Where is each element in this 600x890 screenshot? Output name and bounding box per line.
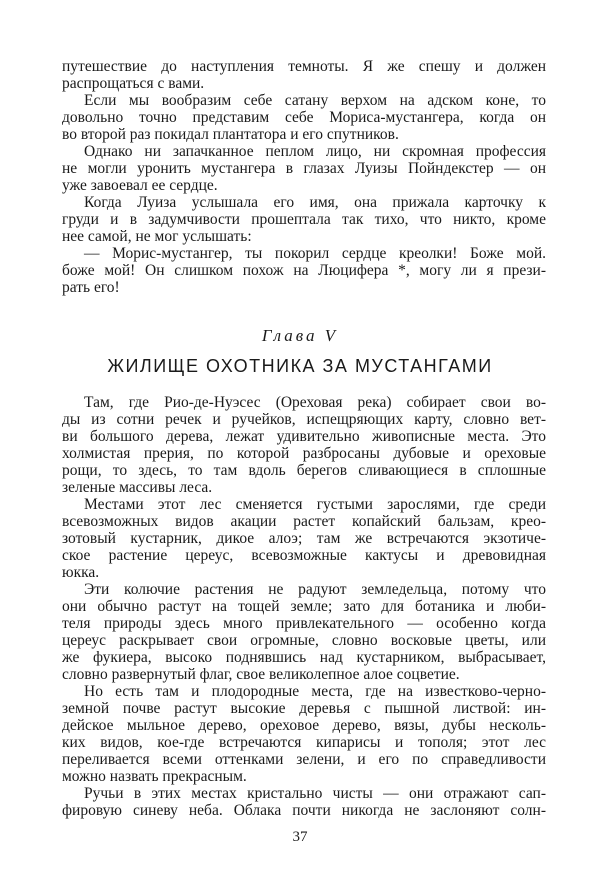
text-line: ское растение цереус, всевозможные кактусы и древовидная: [62, 547, 546, 564]
text-line: дейское мыльное дерево, ореховое дерево, вязы, дубы несколь-: [62, 717, 546, 734]
text-line: всевозможных видов акации растет копайский бальзам, крео-: [62, 513, 546, 530]
paragraph: [62, 581, 546, 683]
paragraph: [62, 58, 546, 92]
paragraph: [62, 92, 546, 143]
paragraph: [62, 683, 546, 785]
text-line: распрощаться с вами.: [62, 75, 205, 92]
text-line: зеленые массивы леса.: [62, 479, 213, 496]
text-line: ви большого дерева, лежат удивительно живописные места. Это: [62, 428, 546, 445]
text-line: рать его!: [62, 279, 120, 296]
paragraph: [62, 496, 546, 581]
paragraph: [62, 194, 546, 245]
text-line: Но есть там и плодородные места, где на известково-черно-: [84, 683, 546, 700]
text-line: Если мы вообразим себе сатану верхом на адском коне, то: [84, 92, 546, 109]
text-line: довольно точно представим себе Мориса-мустангера, когда он: [62, 109, 546, 126]
chapter-body-text: [62, 394, 546, 819]
text-line: зотовый кустарник, дикое алоэ; там же встречаются экзотиче-: [62, 530, 546, 547]
text-line: Однако ни запачканное пеплом лицо, ни скромная профессия: [84, 143, 546, 160]
text-line: путешествие до наступления темноты. Я же спешу и должен: [62, 58, 546, 75]
text-line: Там, где Рио-де-Нуэсес (Ореховая река) собирает свои во-: [84, 394, 546, 411]
chapter-label: Глава V: [261, 326, 339, 345]
text-line: Ручьи в этих местах кристально чисты — они отражают сап-: [84, 785, 546, 802]
text-line: Когда Луиза услышала его имя, она прижала карточку к: [84, 194, 546, 211]
chapter-title: ЖИЛИЩЕ ОХОТНИКА ЗА МУСТАНГАМИ: [107, 356, 493, 376]
text-line: можно назвать прекрасным.: [62, 768, 247, 785]
text-line: не могли уронить мустангера в глазах Луизы Пойндекстер — он: [62, 160, 546, 177]
text-line: Эти колючие растения не радуют земледельца, потому что: [84, 581, 546, 598]
text-line: юкка.: [62, 564, 100, 581]
text-line: переливается всеми оттенками зелени, и его по справедливости: [62, 751, 546, 768]
text-line: фировую синеву неба. Облака почти никогда не заслоняют солн-: [62, 802, 546, 819]
paragraph: [62, 143, 546, 194]
paragraph: [62, 245, 546, 296]
text-line: холмистая прерия, по которой разбросаны дубовые и ореховые: [62, 445, 546, 462]
text-line: нее самой, не мог услышать:: [62, 228, 252, 245]
paragraph: [62, 785, 546, 819]
text-line: словно развернутый флаг, свое великолепное алое соцветие.: [62, 666, 460, 683]
top-text-block: [62, 58, 546, 296]
text-line: земной почве растут высокие деревья с пышной листвой: ин-: [62, 700, 546, 717]
text-line: боже мой! Он слишком похож на Люцифера *, могу ли я прези-: [62, 262, 546, 279]
text-line: цереус раскрывает свои огромные, словно восковые цветы, или: [62, 632, 546, 649]
text-line: же фукиера, высоко поднявшись над кустарником, выбрасывает,: [62, 649, 546, 666]
text-line: — Морис-мустангер, ты покорил сердце креолки! Боже мой.: [84, 245, 546, 262]
text-line: груди и в задумчивости прошептала так тихо, что никто, кроме: [62, 211, 546, 228]
text-line: они обычно растут на тощей земле; зато для ботаника и люби-: [62, 598, 546, 615]
text-line: ды из сотни речек и ручейков, испещряющих карту, словно вет-: [62, 411, 546, 428]
text-line: во второй раз покидал плантатора и его спутников.: [62, 126, 399, 143]
text-line: теля природы здесь много привлекательного — особенно когда: [62, 615, 546, 632]
text-line: уже завоевал ее сердце.: [62, 177, 218, 194]
page-number: 37: [292, 829, 308, 845]
text-line: Местами этот лес сменяется густыми зарослями, где среди: [84, 496, 546, 513]
text-line: ких видов, кое-где встречаются кипарисы и тополя; этот лес: [62, 734, 546, 751]
text-line: рощи, то здесь, то там вдоль берегов сливающиеся в сплошные: [62, 462, 546, 479]
paragraph: [62, 394, 546, 496]
